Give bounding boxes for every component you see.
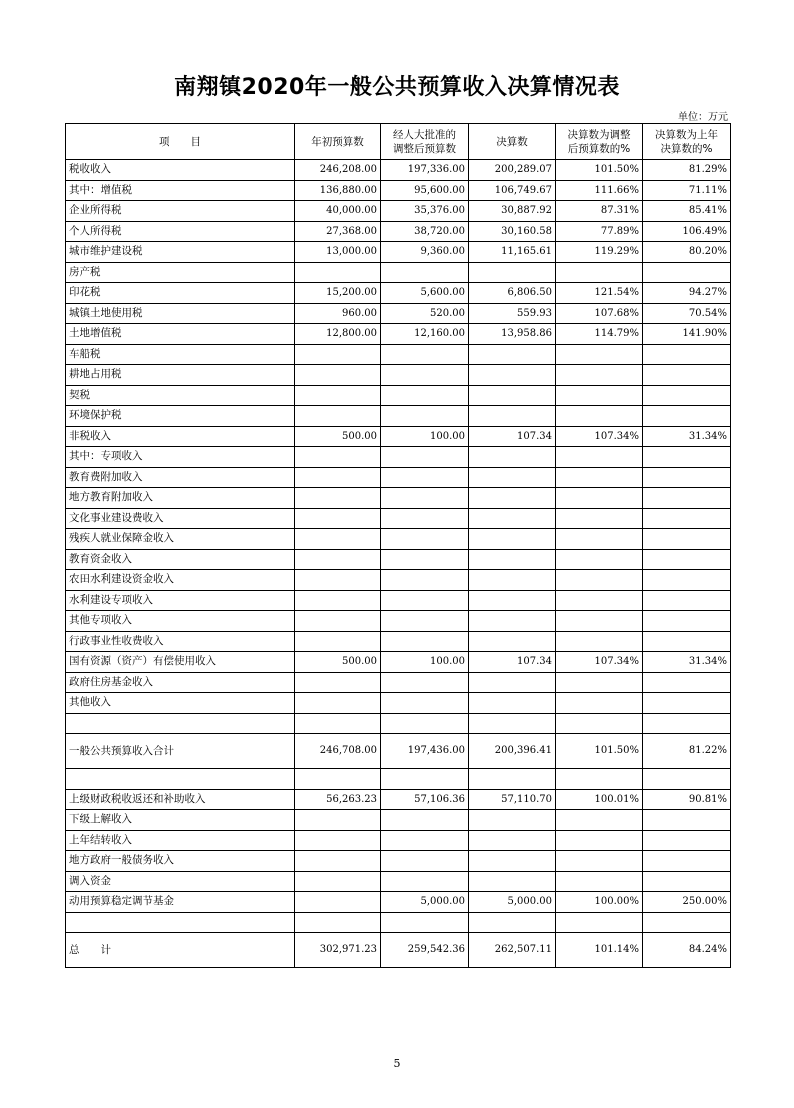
table-row xyxy=(66,447,731,468)
cell-final xyxy=(469,810,556,831)
cell-final xyxy=(469,672,556,693)
table-row xyxy=(66,631,731,652)
table-row xyxy=(66,871,731,892)
table-row xyxy=(66,570,731,591)
cell-pct-last-year xyxy=(643,447,731,468)
col-header-pct-last-year: 决算数为上年 决算数的% xyxy=(643,124,731,160)
cell-item: 城镇土地使用税 xyxy=(66,303,295,324)
cell-adjusted-budget xyxy=(381,769,469,790)
cell-final xyxy=(469,769,556,790)
col-header-final: 决算数 xyxy=(469,124,556,160)
cell-adjusted-budget xyxy=(381,262,469,283)
cell-item: 政府住房基金收入 xyxy=(66,672,295,693)
table-row xyxy=(66,713,731,734)
cell-adjusted-budget xyxy=(381,447,469,468)
cell-adjusted-budget: 259,542.36 xyxy=(381,933,469,968)
cell-item: 环境保护税 xyxy=(66,406,295,427)
cell-final: 107.34 xyxy=(469,652,556,673)
cell-pct-adjusted xyxy=(556,488,643,509)
cell-adjusted-budget xyxy=(381,631,469,652)
unit-label: 单位：万元 xyxy=(678,112,728,123)
cell-item: 国有资源（资产）有偿使用收入 xyxy=(66,652,295,673)
cell-pct-adjusted xyxy=(556,467,643,488)
cell-initial-budget: 27,368.00 xyxy=(295,221,381,242)
cell-adjusted-budget xyxy=(381,467,469,488)
cell-initial-budget xyxy=(295,344,381,365)
cell-initial-budget xyxy=(295,713,381,734)
cell-final xyxy=(469,830,556,851)
cell-final: 6,806.50 xyxy=(469,283,556,304)
cell-item: 地方政府一般债务收入 xyxy=(66,851,295,872)
cell-pct-adjusted xyxy=(556,549,643,570)
cell-initial-budget xyxy=(295,488,381,509)
cell-adjusted-budget xyxy=(381,406,469,427)
cell-item: 非税收入 xyxy=(66,426,295,447)
cell-initial-budget xyxy=(295,262,381,283)
table-row xyxy=(66,488,731,509)
cell-pct-last-year xyxy=(643,406,731,427)
cell-item: 教育资金收入 xyxy=(66,549,295,570)
cell-item: 地方教育附加收入 xyxy=(66,488,295,509)
table-row xyxy=(66,365,731,386)
cell-adjusted-budget: 100.00 xyxy=(381,652,469,673)
table-row xyxy=(66,549,731,570)
cell-item: 企业所得税 xyxy=(66,201,295,222)
budget-table xyxy=(65,123,731,968)
cell-adjusted-budget: 95,600.00 xyxy=(381,180,469,201)
cell-item: 上级财政税收返还和补助收入 xyxy=(66,789,295,810)
cell-pct-adjusted xyxy=(556,406,643,427)
cell-pct-last-year xyxy=(643,769,731,790)
cell-item: 土地增值税 xyxy=(66,324,295,345)
cell-final xyxy=(469,693,556,714)
cell-adjusted-budget xyxy=(381,830,469,851)
cell-adjusted-budget xyxy=(381,385,469,406)
cell-final xyxy=(469,385,556,406)
cell-adjusted-budget: 57,106.36 xyxy=(381,789,469,810)
cell-pct-last-year: 80.20% xyxy=(643,242,731,263)
cell-initial-budget xyxy=(295,810,381,831)
cell-initial-budget xyxy=(295,693,381,714)
cell-final: 57,110.70 xyxy=(469,789,556,810)
cell-pct-adjusted: 101.14% xyxy=(556,933,643,968)
cell-initial-budget xyxy=(295,385,381,406)
cell-item: 下级上解收入 xyxy=(66,810,295,831)
cell-final: 30,160.58 xyxy=(469,221,556,242)
cell-adjusted-budget xyxy=(381,611,469,632)
table-body xyxy=(66,160,731,968)
cell-item: 文化事业建设费收入 xyxy=(66,508,295,529)
cell-initial-budget xyxy=(295,851,381,872)
cell-adjusted-budget xyxy=(381,810,469,831)
cell-adjusted-budget: 12,160.00 xyxy=(381,324,469,345)
cell-final xyxy=(469,570,556,591)
cell-pct-adjusted xyxy=(556,365,643,386)
cell-item xyxy=(66,769,295,790)
cell-adjusted-budget: 100.00 xyxy=(381,426,469,447)
cell-adjusted-budget: 197,436.00 xyxy=(381,734,469,769)
cell-pct-adjusted xyxy=(556,590,643,611)
cell-pct-adjusted xyxy=(556,871,643,892)
cell-initial-budget xyxy=(295,830,381,851)
cell-final xyxy=(469,344,556,365)
cell-pct-adjusted xyxy=(556,447,643,468)
cell-final: 200,289.07 xyxy=(469,160,556,181)
cell-item: 总 计 xyxy=(66,933,295,968)
cell-initial-budget xyxy=(295,912,381,933)
cell-initial-budget: 302,971.23 xyxy=(295,933,381,968)
cell-item: 调入资金 xyxy=(66,871,295,892)
cell-pct-last-year xyxy=(643,508,731,529)
cell-item: 房产税 xyxy=(66,262,295,283)
cell-final: 262,507.11 xyxy=(469,933,556,968)
cell-item: 税收收入 xyxy=(66,160,295,181)
cell-adjusted-budget xyxy=(381,365,469,386)
cell-adjusted-budget: 9,360.00 xyxy=(381,242,469,263)
table-row xyxy=(66,672,731,693)
cell-initial-budget xyxy=(295,447,381,468)
cell-pct-adjusted: 107.68% xyxy=(556,303,643,324)
cell-initial-budget xyxy=(295,769,381,790)
cell-final xyxy=(469,590,556,611)
cell-pct-adjusted xyxy=(556,570,643,591)
cell-initial-budget xyxy=(295,590,381,611)
cell-initial-budget xyxy=(295,467,381,488)
cell-final: 200,396.41 xyxy=(469,734,556,769)
cell-adjusted-budget xyxy=(381,488,469,509)
col-header-pct-adjusted: 决算数为调整 后预算数的% xyxy=(556,124,643,160)
cell-final: 559.93 xyxy=(469,303,556,324)
table-row xyxy=(66,406,731,427)
cell-pct-last-year: 94.27% xyxy=(643,283,731,304)
cell-pct-adjusted xyxy=(556,611,643,632)
cell-adjusted-budget: 5,000.00 xyxy=(381,892,469,913)
cell-item: 车船税 xyxy=(66,344,295,365)
table-row xyxy=(66,324,731,345)
col-header-item: 项 目 xyxy=(66,124,295,160)
table-row xyxy=(66,789,731,810)
cell-final xyxy=(469,631,556,652)
cell-final xyxy=(469,488,556,509)
cell-pct-last-year xyxy=(643,529,731,550)
cell-initial-budget: 15,200.00 xyxy=(295,283,381,304)
cell-initial-budget: 40,000.00 xyxy=(295,201,381,222)
cell-pct-adjusted: 111.66% xyxy=(556,180,643,201)
table-row xyxy=(66,426,731,447)
cell-pct-last-year xyxy=(643,810,731,831)
cell-item: 其中：增值税 xyxy=(66,180,295,201)
table-row xyxy=(66,693,731,714)
cell-final xyxy=(469,871,556,892)
cell-initial-budget xyxy=(295,570,381,591)
cell-pct-adjusted xyxy=(556,693,643,714)
cell-pct-last-year: 106.49% xyxy=(643,221,731,242)
table-row xyxy=(66,933,731,968)
cell-adjusted-budget: 38,720.00 xyxy=(381,221,469,242)
cell-item: 契税 xyxy=(66,385,295,406)
cell-item: 其中：专项收入 xyxy=(66,447,295,468)
cell-pct-last-year xyxy=(643,713,731,734)
cell-pct-adjusted xyxy=(556,851,643,872)
cell-final xyxy=(469,912,556,933)
table-row xyxy=(66,160,731,181)
cell-pct-adjusted: 107.34% xyxy=(556,426,643,447)
cell-item xyxy=(66,713,295,734)
table-row xyxy=(66,283,731,304)
cell-item: 农田水利建设资金收入 xyxy=(66,570,295,591)
cell-pct-adjusted: 114.79% xyxy=(556,324,643,345)
cell-pct-last-year xyxy=(643,385,731,406)
cell-initial-budget xyxy=(295,365,381,386)
cell-pct-last-year: 31.34% xyxy=(643,652,731,673)
cell-item: 动用预算稳定调节基金 xyxy=(66,892,295,913)
cell-adjusted-budget xyxy=(381,912,469,933)
cell-adjusted-budget: 520.00 xyxy=(381,303,469,324)
table-row xyxy=(66,262,731,283)
cell-item: 耕地占用税 xyxy=(66,365,295,386)
cell-pct-last-year: 31.34% xyxy=(643,426,731,447)
table-row xyxy=(66,652,731,673)
cell-initial-budget: 500.00 xyxy=(295,652,381,673)
table-row xyxy=(66,590,731,611)
cell-adjusted-budget: 197,336.00 xyxy=(381,160,469,181)
table-row xyxy=(66,180,731,201)
cell-pct-last-year xyxy=(643,590,731,611)
cell-pct-last-year xyxy=(643,549,731,570)
cell-adjusted-budget: 5,600.00 xyxy=(381,283,469,304)
table-row xyxy=(66,769,731,790)
cell-pct-last-year xyxy=(643,262,731,283)
cell-pct-adjusted xyxy=(556,508,643,529)
cell-pct-last-year xyxy=(643,871,731,892)
cell-pct-last-year xyxy=(643,851,731,872)
cell-initial-budget xyxy=(295,549,381,570)
cell-item: 城市维护建设税 xyxy=(66,242,295,263)
cell-initial-budget: 960.00 xyxy=(295,303,381,324)
cell-final: 30,887.92 xyxy=(469,201,556,222)
cell-pct-adjusted: 100.00% xyxy=(556,892,643,913)
cell-initial-budget xyxy=(295,871,381,892)
cell-final xyxy=(469,262,556,283)
table-row xyxy=(66,221,731,242)
cell-adjusted-budget xyxy=(381,851,469,872)
cell-adjusted-budget xyxy=(381,344,469,365)
cell-item: 印花税 xyxy=(66,283,295,304)
cell-adjusted-budget: 35,376.00 xyxy=(381,201,469,222)
table-row xyxy=(66,611,731,632)
cell-item: 其他专项收入 xyxy=(66,611,295,632)
cell-adjusted-budget xyxy=(381,672,469,693)
cell-final: 13,958.86 xyxy=(469,324,556,345)
cell-adjusted-budget xyxy=(381,590,469,611)
table-row xyxy=(66,201,731,222)
table-row xyxy=(66,242,731,263)
table-row xyxy=(66,912,731,933)
col-header-adjusted-budget: 经人大批准的 调整后预算数 xyxy=(381,124,469,160)
cell-pct-adjusted: 101.50% xyxy=(556,734,643,769)
cell-adjusted-budget xyxy=(381,713,469,734)
table-row xyxy=(66,344,731,365)
cell-item: 教育费附加收入 xyxy=(66,467,295,488)
cell-final: 107.34 xyxy=(469,426,556,447)
table-row xyxy=(66,467,731,488)
cell-item xyxy=(66,912,295,933)
cell-final xyxy=(469,365,556,386)
cell-pct-last-year xyxy=(643,912,731,933)
cell-final: 106,749.67 xyxy=(469,180,556,201)
cell-pct-last-year xyxy=(643,672,731,693)
cell-pct-last-year xyxy=(643,693,731,714)
cell-pct-adjusted xyxy=(556,529,643,550)
cell-pct-last-year: 71.11% xyxy=(643,180,731,201)
table-row xyxy=(66,851,731,872)
cell-initial-budget: 246,708.00 xyxy=(295,734,381,769)
cell-pct-last-year: 70.54% xyxy=(643,303,731,324)
cell-pct-adjusted xyxy=(556,385,643,406)
cell-final xyxy=(469,713,556,734)
table-row xyxy=(66,830,731,851)
cell-pct-last-year: 85.41% xyxy=(643,201,731,222)
cell-item: 行政事业性收费收入 xyxy=(66,631,295,652)
cell-pct-last-year: 250.00% xyxy=(643,892,731,913)
cell-final xyxy=(469,508,556,529)
cell-initial-budget: 12,800.00 xyxy=(295,324,381,345)
cell-pct-adjusted xyxy=(556,830,643,851)
cell-initial-budget: 136,880.00 xyxy=(295,180,381,201)
cell-initial-budget xyxy=(295,529,381,550)
table-header-row xyxy=(66,124,731,160)
cell-adjusted-budget xyxy=(381,549,469,570)
cell-adjusted-budget xyxy=(381,570,469,591)
cell-pct-adjusted xyxy=(556,262,643,283)
cell-final xyxy=(469,447,556,468)
cell-initial-budget: 56,263.23 xyxy=(295,789,381,810)
cell-pct-adjusted: 100.01% xyxy=(556,789,643,810)
cell-adjusted-budget xyxy=(381,508,469,529)
cell-item: 个人所得税 xyxy=(66,221,295,242)
cell-pct-adjusted xyxy=(556,631,643,652)
cell-final xyxy=(469,549,556,570)
cell-pct-last-year xyxy=(643,611,731,632)
cell-final: 11,165.61 xyxy=(469,242,556,263)
cell-pct-adjusted xyxy=(556,344,643,365)
table-row xyxy=(66,734,731,769)
cell-pct-last-year xyxy=(643,344,731,365)
cell-pct-adjusted: 77.89% xyxy=(556,221,643,242)
cell-pct-adjusted: 119.29% xyxy=(556,242,643,263)
table-row xyxy=(66,508,731,529)
cell-pct-last-year xyxy=(643,488,731,509)
cell-initial-budget xyxy=(295,672,381,693)
cell-pct-adjusted xyxy=(556,672,643,693)
cell-item: 水利建设专项收入 xyxy=(66,590,295,611)
cell-initial-budget xyxy=(295,406,381,427)
cell-adjusted-budget xyxy=(381,871,469,892)
cell-pct-adjusted xyxy=(556,769,643,790)
cell-item: 残疾人就业保障金收入 xyxy=(66,529,295,550)
cell-adjusted-budget xyxy=(381,529,469,550)
cell-pct-last-year xyxy=(643,830,731,851)
table-row xyxy=(66,303,731,324)
cell-initial-budget: 246,208.00 xyxy=(295,160,381,181)
cell-pct-last-year xyxy=(643,365,731,386)
cell-pct-last-year: 84.24% xyxy=(643,933,731,968)
cell-item: 一般公共预算收入合计 xyxy=(66,734,295,769)
cell-pct-adjusted: 101.50% xyxy=(556,160,643,181)
cell-item: 其他收入 xyxy=(66,693,295,714)
cell-final xyxy=(469,851,556,872)
page-title: 南翔镇2020年一般公共预算收入决算情况表 xyxy=(174,75,620,100)
cell-pct-last-year: 141.90% xyxy=(643,324,731,345)
cell-final: 5,000.00 xyxy=(469,892,556,913)
cell-initial-budget: 500.00 xyxy=(295,426,381,447)
cell-pct-adjusted xyxy=(556,810,643,831)
col-header-initial-budget: 年初预算数 xyxy=(295,124,381,160)
cell-initial-budget xyxy=(295,508,381,529)
cell-initial-budget xyxy=(295,611,381,632)
cell-pct-adjusted xyxy=(556,713,643,734)
cell-pct-adjusted xyxy=(556,912,643,933)
table-row xyxy=(66,529,731,550)
table-row xyxy=(66,892,731,913)
cell-pct-last-year xyxy=(643,631,731,652)
cell-initial-budget xyxy=(295,892,381,913)
cell-pct-last-year: 81.29% xyxy=(643,160,731,181)
cell-pct-adjusted: 121.54% xyxy=(556,283,643,304)
cell-pct-last-year xyxy=(643,467,731,488)
table-row xyxy=(66,810,731,831)
cell-final xyxy=(469,467,556,488)
cell-initial-budget: 13,000.00 xyxy=(295,242,381,263)
table-row xyxy=(66,385,731,406)
cell-initial-budget xyxy=(295,631,381,652)
page-number: 5 xyxy=(393,1057,401,1070)
cell-pct-last-year xyxy=(643,570,731,591)
cell-adjusted-budget xyxy=(381,693,469,714)
cell-final xyxy=(469,529,556,550)
cell-pct-last-year: 90.81% xyxy=(643,789,731,810)
cell-pct-adjusted: 107.34% xyxy=(556,652,643,673)
cell-item: 上年结转收入 xyxy=(66,830,295,851)
cell-pct-adjusted: 87.31% xyxy=(556,201,643,222)
cell-final xyxy=(469,611,556,632)
cell-final xyxy=(469,406,556,427)
cell-pct-last-year: 81.22% xyxy=(643,734,731,769)
